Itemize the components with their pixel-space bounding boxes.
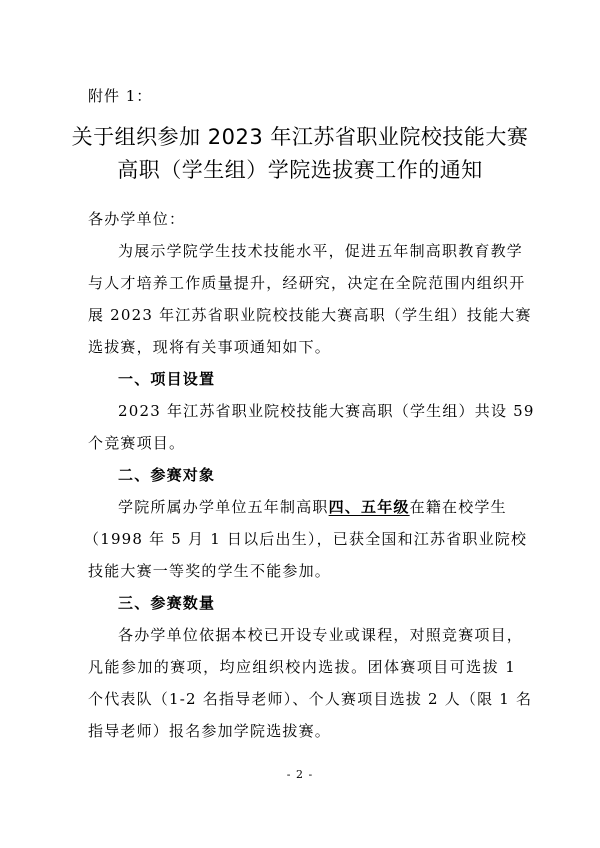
section2-line-3: 技能大赛一等奖的学生不能参加。 (88, 562, 332, 580)
section3-line-3: 个代表队（1-2 名指导老师）、个人赛项目选拔 2 人（限 1 名 (88, 690, 533, 708)
section-heading-quota: 三、参赛数量 (118, 594, 216, 612)
section2-line-1 (118, 497, 507, 517)
grade-emphasis: 四、五年级 (328, 498, 410, 516)
section-heading-participants: 二、参赛对象 (118, 466, 216, 484)
section1-line-1: 2023 年江苏省职业院校技能大赛高职（学生组）共设 59 (118, 402, 535, 420)
section-heading-project-setup: 一、项目设置 (118, 370, 216, 388)
document-title-line-1: 关于组织参加 2023 年江苏省职业院校技能大赛 (71, 125, 529, 149)
section3-line-1: 各办学单位依据本校已开设专业或课程，对照竞赛项目， (118, 626, 524, 644)
intro-line-1: 为展示学院学生技术技能水平，促进五年制高职教育教学 (118, 242, 524, 260)
salutation: 各办学单位： (88, 210, 186, 228)
intro-line-2: 与人才培养工作质量提升，经研究，决定在全院范围内组织开 (88, 274, 526, 292)
intro-line-4: 选拔赛，现将有关事项通知如下。 (88, 338, 332, 356)
attachment-label: 附件 1： (88, 87, 153, 105)
page-number: - 2 - (286, 768, 314, 781)
section2-line-1-suffix: 在籍在校学生 (409, 498, 507, 516)
section3-line-2: 凡能参加的赛项，均应组织校内选拔。团体赛项目可选拔 1 (88, 658, 516, 676)
section1-line-2: 个竞赛项目。 (88, 434, 186, 452)
intro-line-3: 展 2023 年江苏省职业院校技能大赛高职（学生组）技能大赛 (88, 306, 532, 324)
section2-line-2: （1998 年 5 月 1 日以后出生），已获全国和江苏省职业院校 (84, 530, 528, 548)
section3-line-4: 指导老师）报名参加学院选拔赛。 (88, 722, 332, 740)
document-title-line-2: 高职（学生组）学院选拔赛工作的通知 (117, 158, 483, 182)
section2-line-1-prefix: 学院所属办学单位五年制高职 (118, 498, 329, 516)
